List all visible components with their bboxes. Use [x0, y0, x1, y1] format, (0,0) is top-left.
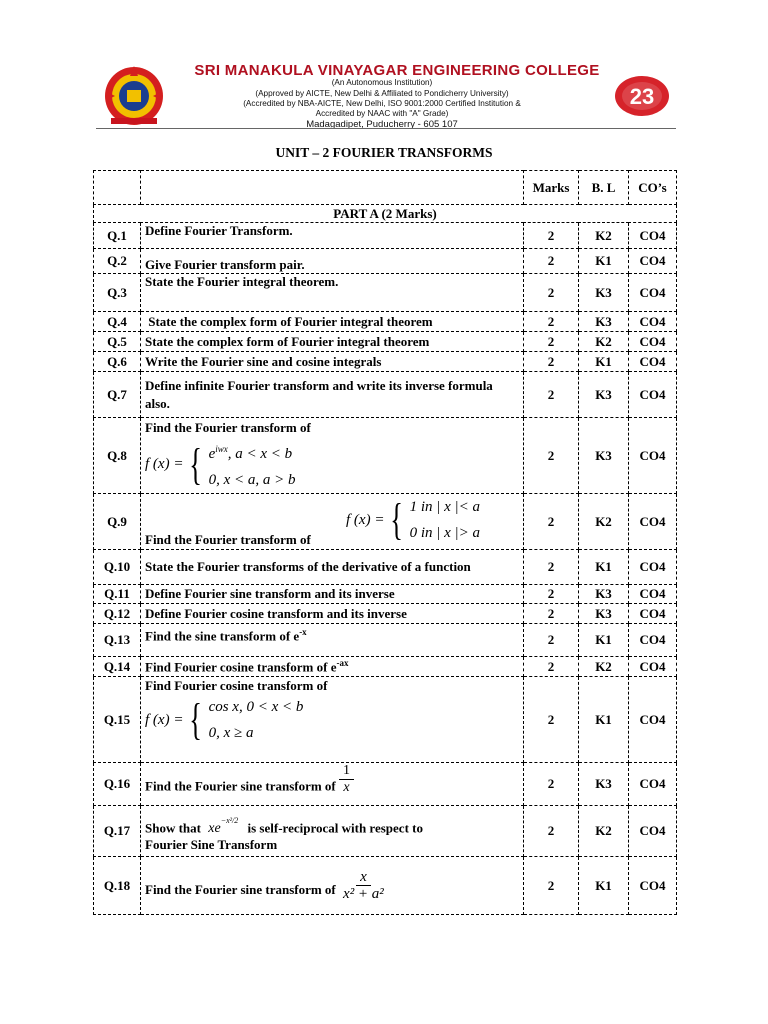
bloom-level-cell: K3 — [579, 585, 629, 604]
table-row — [94, 806, 677, 857]
question-number: Q.15 — [94, 677, 141, 763]
badge-number: 23 — [629, 84, 655, 109]
question-table — [93, 170, 677, 915]
bloom-level-cell: K2 — [579, 332, 629, 352]
bloom-level-cell: K1 — [579, 857, 629, 915]
bloom-level-cell: K1 — [579, 677, 629, 763]
bloom-level-cell: K2 — [579, 494, 629, 550]
bloom-level-cell: K3 — [579, 312, 629, 332]
bloom-level-cell: K3 — [579, 604, 629, 624]
autonomous-line: (An Autonomous Institution) — [331, 78, 433, 87]
question-text: Write the Fourier sine and cosine integrals — [141, 352, 524, 372]
table-row — [94, 494, 677, 550]
bloom-level-cell: K3 — [579, 372, 629, 418]
table-row — [94, 332, 677, 352]
question-number: Q.16 — [94, 763, 141, 806]
question-cell — [141, 418, 524, 494]
question-text: State the complex form of Fourier integral theorem — [141, 332, 524, 352]
marks-cell: 2 — [524, 657, 579, 677]
left-brace-icon: { — [189, 695, 203, 744]
header-bloom-level: B. L — [579, 171, 629, 205]
question-text: Find the Fourier transform of — [145, 532, 311, 547]
bloom-level-cell: K2 — [579, 223, 629, 249]
header-cell-question — [141, 171, 524, 205]
table-row — [94, 249, 677, 274]
question-number: Q.14 — [94, 657, 141, 677]
piecewise-formula — [145, 694, 303, 746]
formula-case-2: 0, x ≥ a — [208, 725, 254, 741]
table-row — [94, 857, 677, 915]
marks-cell: 2 — [524, 677, 579, 763]
formula-case-1: $e^{iwx}$, a < x < b — [208, 444, 293, 462]
bloom-level-cell: K2 — [579, 806, 629, 857]
question-text: Define Fourier cosine transform and its inverse — [141, 604, 524, 624]
question-cell — [141, 763, 524, 806]
question-text: Find the Fourier sine transform of — [145, 778, 336, 794]
formula-case-2: 0 in | x |> a — [409, 525, 481, 541]
table-row — [94, 418, 677, 494]
address-line: Madagadipet, Puducherry - 605 107 — [306, 119, 458, 130]
bloom-level-cell: K1 — [579, 352, 629, 372]
table-row — [94, 372, 677, 418]
question-cell — [141, 857, 524, 915]
exponent: -x — [299, 627, 307, 637]
table-row — [94, 624, 677, 657]
question-text-continued: is self-reciprocal with respect to — [247, 820, 423, 836]
fraction-denominator: x — [343, 780, 350, 795]
formula-case-1: 1 in | x |< a — [409, 499, 481, 515]
course-outcome-cell: CO4 — [629, 806, 677, 857]
table-row — [94, 352, 677, 372]
bloom-level-cell: K3 — [579, 763, 629, 806]
question-number: Q.2 — [94, 249, 141, 274]
question-number: Q.4 — [94, 312, 141, 332]
course-outcome-cell: CO4 — [629, 624, 677, 657]
course-outcome-cell: CO4 — [629, 657, 677, 677]
bloom-level-cell: K3 — [579, 274, 629, 312]
question-cell — [141, 677, 524, 763]
question-text: Define Fourier sine transform and its inverse — [141, 585, 524, 604]
marks-cell: 2 — [524, 332, 579, 352]
table-row — [94, 604, 677, 624]
header-course-outcome: CO’s — [629, 171, 677, 205]
bloom-level-cell: K2 — [579, 657, 629, 677]
question-cell — [141, 624, 524, 657]
exponent: -ax — [336, 657, 349, 668]
question-text: Find Fourier cosine transform of — [145, 678, 328, 693]
formula-case-1: cos x, 0 < x < b — [208, 699, 304, 715]
marks-cell: 2 — [524, 806, 579, 857]
question-number: Q.1 — [94, 223, 141, 249]
question-text: Define infinite Fourier transform and write its inverse formula also. — [141, 372, 524, 418]
marks-cell: 2 — [524, 418, 579, 494]
question-text: Define Fourier Transform. — [141, 223, 524, 249]
question-number: Q.18 — [94, 857, 141, 915]
table-row — [94, 763, 677, 806]
course-outcome-cell: CO4 — [629, 604, 677, 624]
college-header — [93, 56, 675, 130]
bloom-level-cell: K3 — [579, 418, 629, 494]
course-outcome-cell: CO4 — [629, 332, 677, 352]
question-cell — [141, 806, 524, 857]
bloom-level-cell: K1 — [579, 249, 629, 274]
marks-cell: 2 — [524, 372, 579, 418]
fraction — [339, 763, 354, 796]
fraction-numerator: 1 — [339, 763, 354, 780]
course-outcome-cell: CO4 — [629, 372, 677, 418]
fraction — [339, 869, 388, 902]
question-cell — [141, 657, 524, 677]
marks-cell: 2 — [524, 857, 579, 915]
question-text: State the Fourier integral theorem. — [141, 274, 524, 312]
naac-line: Accredited by NAAC with "A" Grade) — [315, 109, 449, 118]
question-text-line2: Fourier Sine Transform — [145, 837, 278, 853]
approval-line: (Approved by AICTE, New Delhi & Affiliated to Pondicherry University) — [255, 89, 509, 98]
table-row — [94, 677, 677, 763]
table-row — [94, 657, 677, 677]
course-outcome-cell: CO4 — [629, 312, 677, 332]
question-number: Q.10 — [94, 550, 141, 585]
course-outcome-cell: CO4 — [629, 857, 677, 915]
question-number: Q.12 — [94, 604, 141, 624]
marks-cell: 2 — [524, 352, 579, 372]
question-number: Q.7 — [94, 372, 141, 418]
header-divider — [96, 128, 676, 129]
question-number: Q.17 — [94, 806, 141, 857]
anniversary-badge-icon — [613, 74, 671, 118]
question-number: Q.13 — [94, 624, 141, 657]
question-cell — [141, 494, 524, 550]
formula-lhs: f (x) = — [145, 456, 184, 472]
question-text: Find Fourier cosine transform of e — [145, 659, 337, 675]
question-number: Q.9 — [94, 494, 141, 550]
marks-cell: 2 — [524, 604, 579, 624]
table-row — [94, 312, 677, 332]
marks-cell: 2 — [524, 494, 579, 550]
left-brace-icon: { — [189, 439, 203, 489]
marks-cell: 2 — [524, 763, 579, 806]
question-number: Q.6 — [94, 352, 141, 372]
course-outcome-cell: CO4 — [629, 585, 677, 604]
marks-cell: 2 — [524, 550, 579, 585]
bloom-level-cell: K1 — [579, 624, 629, 657]
college-name: SRI MANAKULA VINAYAGAR ENGINEERING COLLEGE — [194, 62, 600, 79]
course-outcome-cell: CO4 — [629, 550, 677, 585]
course-outcome-cell: CO4 — [629, 494, 677, 550]
question-number: Q.11 — [94, 585, 141, 604]
bloom-level-cell: K1 — [579, 550, 629, 585]
marks-cell: 2 — [524, 585, 579, 604]
accreditation-line: (Accredited by NBA-AICTE, New Delhi, ISO 9001:2000 Certified Institution & — [243, 99, 521, 108]
part-a-row — [94, 205, 677, 223]
question-number: Q.5 — [94, 332, 141, 352]
question-text: Find the sine transform of e — [145, 628, 300, 644]
course-outcome-cell: CO4 — [629, 418, 677, 494]
piecewise-formula — [145, 436, 295, 493]
question-text: Give Fourier transform pair. — [141, 249, 524, 274]
piecewise-formula — [346, 494, 480, 546]
course-outcome-cell: CO4 — [629, 352, 677, 372]
left-brace-icon: { — [390, 495, 404, 544]
course-outcome-cell: CO4 — [629, 274, 677, 312]
question-text: Show that — [145, 820, 201, 836]
course-outcome-cell: CO4 — [629, 223, 677, 249]
course-outcome-cell: CO4 — [629, 249, 677, 274]
marks-cell: 2 — [524, 274, 579, 312]
question-number: Q.8 — [94, 418, 141, 494]
marks-cell: 2 — [524, 223, 579, 249]
formula-lhs: f (x) = — [145, 711, 184, 728]
table-header-row — [94, 171, 677, 205]
self-reciprocal-expression: $xe^{-x^2/2}$ — [208, 815, 239, 837]
unit-title: UNIT – 2 FOURIER TRANSFORMS — [275, 145, 493, 160]
fraction-denominator: x² + a² — [343, 886, 384, 902]
course-outcome-cell: CO4 — [629, 677, 677, 763]
formula-case-2: 0, x < a, a > b — [208, 472, 296, 488]
header-marks: Marks — [524, 171, 579, 205]
question-text: Find the Fourier transform of — [145, 420, 311, 435]
fraction-numerator: x — [356, 869, 371, 886]
table-row — [94, 585, 677, 604]
marks-cell: 2 — [524, 312, 579, 332]
part-a-heading: PART A (2 Marks) — [94, 205, 677, 223]
course-outcome-cell: CO4 — [629, 763, 677, 806]
question-text: Find the Fourier sine transform of — [145, 882, 336, 898]
table-row — [94, 274, 677, 312]
question-text: State the complex form of Fourier integral theorem — [141, 312, 524, 332]
question-number: Q.3 — [94, 274, 141, 312]
question-text: State the Fourier transforms of the derivative of a function — [141, 550, 524, 585]
table-row — [94, 223, 677, 249]
marks-cell: 2 — [524, 624, 579, 657]
formula-lhs: f (x) = — [346, 511, 385, 528]
marks-cell: 2 — [524, 249, 579, 274]
header-cell-qno — [94, 171, 141, 205]
table-row — [94, 550, 677, 585]
